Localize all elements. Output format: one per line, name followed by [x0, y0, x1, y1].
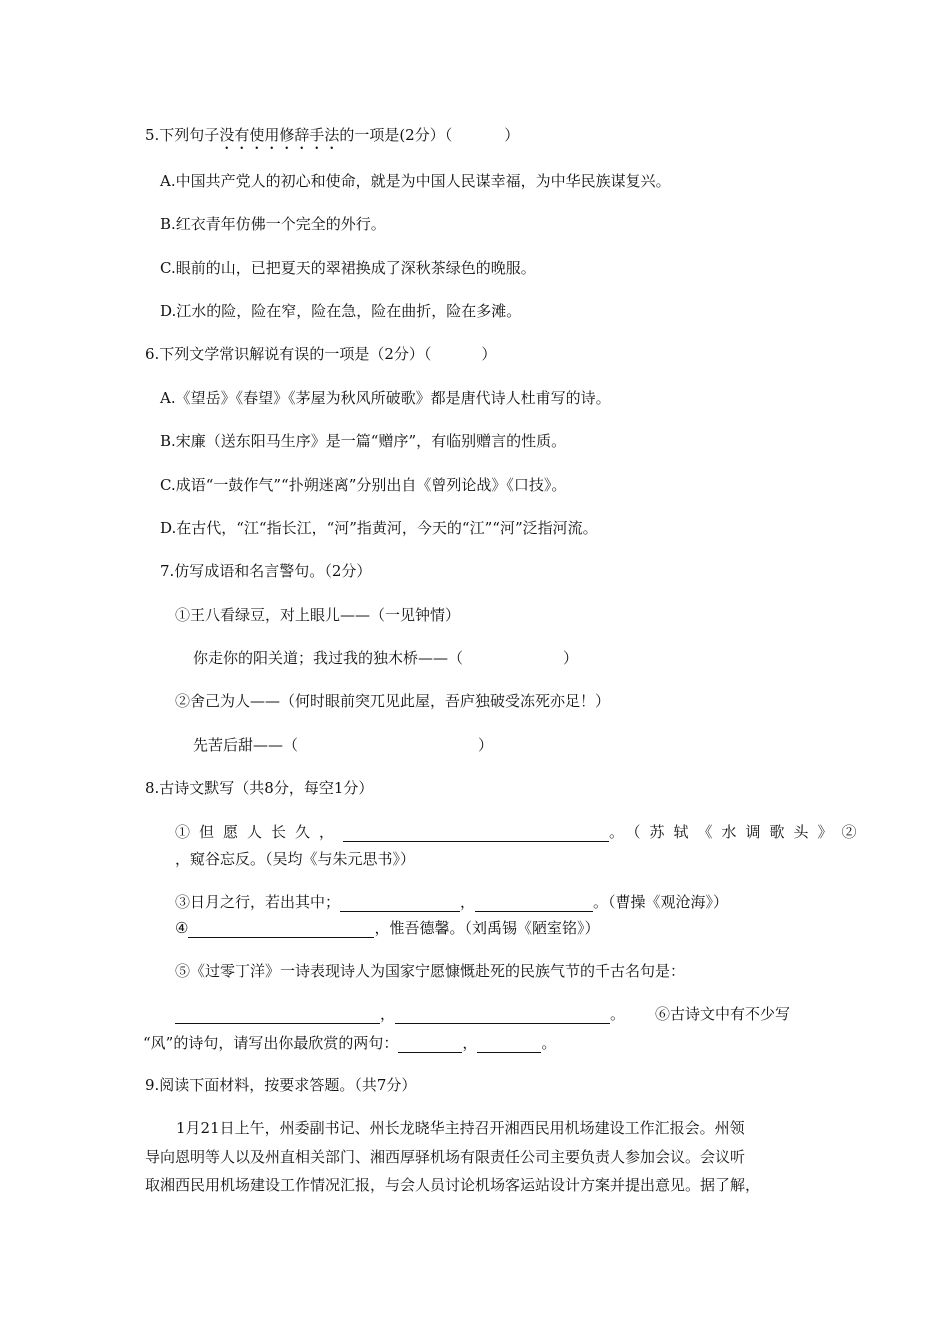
- q8-line6-a: ，: [380, 1005, 396, 1023]
- q7-line4-end: ）: [478, 736, 494, 754]
- q5-stem-end: ）: [504, 126, 520, 144]
- q8-line6-b: 。: [610, 1005, 626, 1023]
- answer-blank[interactable]: [175, 1007, 380, 1024]
- q8-line3-b: ，: [460, 893, 476, 911]
- q7-stem: 7.仿写成语和名言警句。（2分）: [160, 562, 372, 580]
- q5-stem-emphasis: 没有使用修辞手法: [219, 126, 340, 144]
- answer-blank[interactable]: [188, 921, 374, 938]
- q6-option-a: A.《望岳》《春望》《茅屋为秋风所破歌》都是唐代诗人杜甫写的诗。: [160, 389, 611, 407]
- q6-stem-text: 6.下列文学常识解说有误的一项是（2分）（: [145, 345, 432, 363]
- answer-blank[interactable]: [477, 1036, 541, 1053]
- q8-line3-a: ③日月之行，若出其中；: [175, 893, 341, 911]
- q7-line1: ①王八看绿豆，对上眼儿——（一见钟情）: [175, 606, 461, 624]
- q7-line3: ②舍己为人——（何时眼前突兀见此屋，吾庐独破受冻死亦足！）: [175, 692, 611, 710]
- q8-line7: [143, 1033, 556, 1053]
- q8-line3: [175, 892, 728, 912]
- q8-line2: ，窥谷忘反。（吴均《与朱元思书》）: [175, 850, 416, 868]
- q9-paragraph-line3: 取湘西民用机场建设工作情况汇报，与会人员讨论机场客运站设计方案并提出意见。据了解，: [145, 1176, 761, 1194]
- q8-line3-c: 。（曹操《观沧海》）: [593, 893, 729, 911]
- q8-line7-b: ，: [462, 1034, 478, 1052]
- answer-blank[interactable]: [475, 895, 593, 912]
- q5-option-c: C.眼前的山，已把夏天的翠裙换成了深秋茶绿色的晚服。: [160, 259, 536, 277]
- q8-line4: [175, 918, 599, 938]
- q7-line2-end: ）: [563, 649, 579, 667]
- q7-line4: [193, 735, 493, 755]
- q6-option-c: C.成语“一鼓作气”“扑朔迷离”分别出自《曾列论战》《口技》。: [160, 476, 567, 494]
- q5-option-b: B.红衣青年仿佛一个完全的外行。: [160, 215, 386, 233]
- q5-option-d: D.江水的险，险在窄，险在急，险在曲折，险在多滩。: [160, 302, 522, 320]
- q8-line6-c: ⑥古诗文中有不少写: [655, 1005, 791, 1023]
- q9-stem: 9.阅读下面材料，按要求答题。（共7分）: [145, 1076, 417, 1094]
- q8-line5: ⑤《过零丁洋》一诗表现诗人为国家宁愿慷慨赴死的民族气节的千古名句是：: [175, 962, 686, 980]
- q8-line4-b: ，惟吾德馨。（刘禹锡《陋室铭》）: [374, 919, 600, 937]
- q8-stem: 8.古诗文默写（共8分，每空1分）: [145, 779, 374, 797]
- q6-option-d: D.在古代，“江“指长江，“河”指黄河，今天的“江”“河”泛指河流。: [160, 519, 598, 537]
- q7-line2: [193, 648, 578, 668]
- q5-stem-pre: 5.下列句子: [145, 126, 220, 144]
- q8-line7-c: 。: [541, 1034, 557, 1052]
- q6-option-b: B.宋廉（送东阳马生序》是一篇“赠序”，有临别赠言的性质。: [160, 432, 567, 450]
- answer-blank[interactable]: [340, 895, 460, 912]
- answer-blank[interactable]: [398, 1036, 462, 1053]
- q7-line2-text: 你走你的阳关道；我过我的独木桥——（: [193, 649, 464, 667]
- answer-blank[interactable]: [343, 825, 609, 842]
- q5-stem: [145, 125, 519, 153]
- q9-paragraph-line2: 导向恩明等人以及州直相关部门、湘西厚驿机场有限责任公司主要负责人参加会议。会议听: [145, 1148, 746, 1166]
- q5-option-a: A.中国共产党人的初心和使命，就是为中国人民谋幸福，为中华民族谋复兴。: [160, 172, 671, 190]
- q7-line4-text: 先苦后甜——（: [193, 736, 299, 754]
- q8-line1: [175, 822, 866, 842]
- q8-line4-a: ④: [175, 919, 189, 937]
- q8-line1-b: 。（苏轼《水调歌头》②: [609, 823, 866, 841]
- q6-stem: [145, 344, 496, 364]
- answer-blank[interactable]: [395, 1007, 610, 1024]
- q5-stem-post: 的一项是(2分）（: [339, 126, 453, 144]
- q8-line6: [175, 1004, 790, 1024]
- q6-stem-end: ）: [481, 345, 497, 363]
- q8-line7-a: “风”的诗句，请写出你最欣赏的两句：: [143, 1034, 399, 1052]
- q9-paragraph-line1: 1月21日上午，州委副书记、州长龙晓华主持召开湘西民用机场建设工作汇报会。州领: [176, 1119, 745, 1137]
- q8-line1-a: ①但愿人长久，: [175, 823, 344, 841]
